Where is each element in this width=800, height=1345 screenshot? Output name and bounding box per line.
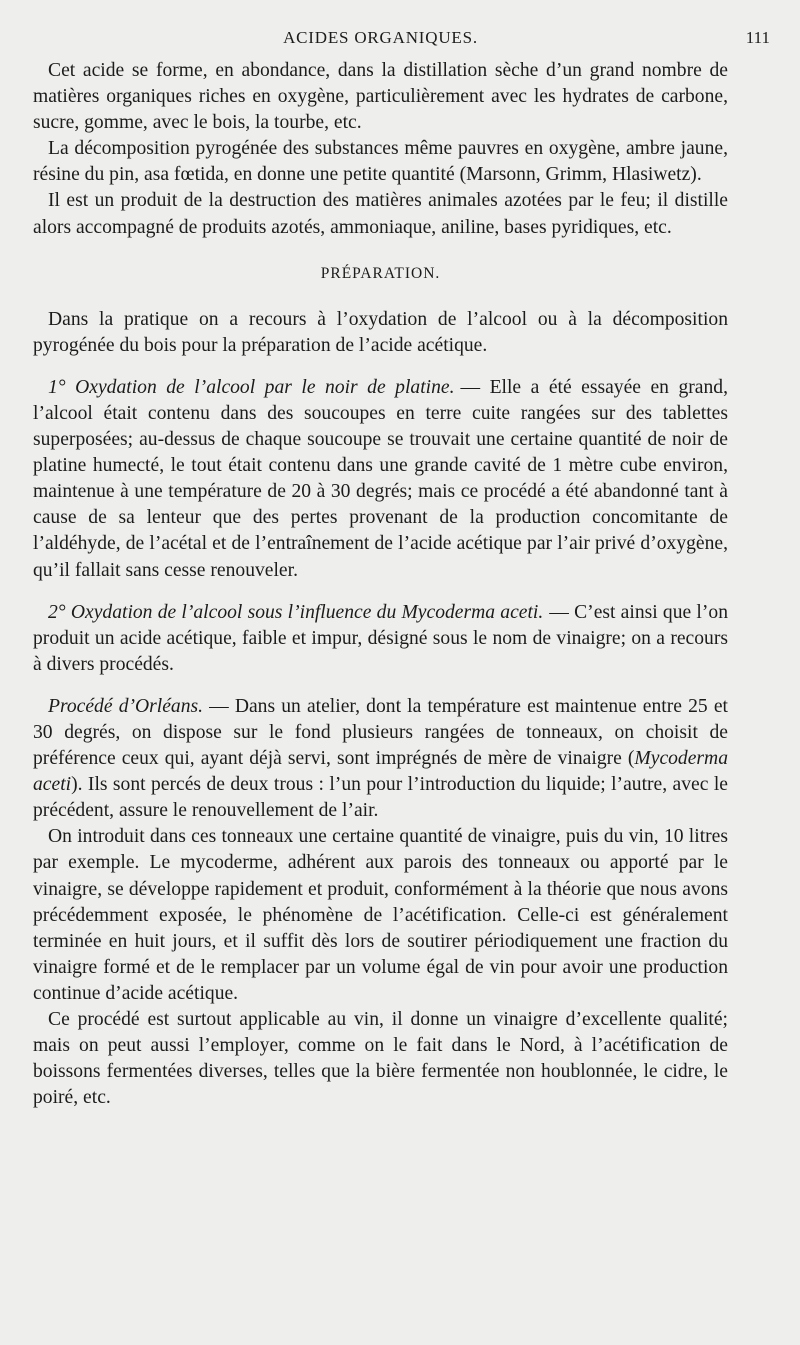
paragraph-1: Cet acide se forme, en abondance, dans la distillation sèche d’un grand nombre de matières organiques riches en oxygène, particulièrement avec les hydrates de carbone, sucre, gomme, avec le bois, la tourbe, etc. bbox=[33, 60, 728, 134]
paragraph-7-body-a: Dans un atelier, dont la température est maintenue entre 25 et 30 degrés, on dispose sur le fond plusieurs rangées de tonneaux, on choisit de préférence ceux qui, ayant déjà servi, sont imprégnés de mère de vinaigre ( bbox=[33, 695, 728, 770]
paragraph-7-italic: Mycoderma aceti bbox=[33, 748, 728, 796]
paragraph-7-title: Procédé d’Orléans. bbox=[48, 695, 204, 717]
paragraph-3: Il est un produit de la destruction des matières animales azotées par le feu; il distille alors accompagné de produits azotés, ammoniaque, aniline, bases pyridiques, etc. bbox=[33, 190, 728, 238]
page-number: 111 bbox=[745, 28, 770, 47]
paragraph-5-title: 1° Oxydation de l’alcool par le noir de platine. bbox=[48, 376, 455, 398]
page-header bbox=[33, 28, 770, 58]
paragraph-6 bbox=[33, 600, 728, 678]
paragraph-5-body: Elle a été essayée en grand, l’alcool était contenu dans des soucoupes en terre cuite rangées sur des tablettes superposées; au-dessus de chaque soucoupe se trouvait une certaine quantité de noir de platine humecté, le tout était contenu dans une grande cavité de 1 mètre cube environ, maintenue à une température de 20 à 30 degrés; mais ce procédé a été abandonné tant à cause de sa lenteur que des pertes provenant de la production concomitante de l’aldéhyde, de l’acétal et de l’entraînement de l’acide acétique par l’air privé d’oxygène, qu’il fallait sans cesse renouveler. bbox=[33, 376, 728, 581]
paragraph-8: On introduit dans ces tonneaux une certaine quantité de vinaigre, puis du vin, 10 litres par exemple. Le mycoderme, adhérent aux parois des tonneaux ou apporté par le vinaigre, se développe rapidement et produit, conformément à la théorie que nous avons précédemment exposée, le phénomène de l’acétification. Celle-ci est généralement terminée en huit jours, et il suffit dès lors de soutirer périodiquement une fraction du vinaigre formé et de le remplacer par un volume égal de vin pour avoir une production continue d’acide acétique. bbox=[33, 826, 728, 1004]
paragraph-5-dash: — bbox=[460, 376, 481, 398]
paragraph-5 bbox=[33, 375, 728, 584]
paragraph-6-title: 2° Oxydation de l’alcool sous l’influence du Mycoderma aceti. bbox=[48, 601, 544, 623]
paragraph-7 bbox=[33, 694, 728, 824]
paragraph-7-body-b: ). Ils sont percés de deux trous : l’un pour l’introduction du liquide; l’autre, avec le précédent, assure le renouvellement de l’air. bbox=[33, 774, 728, 822]
paragraph-4: Dans la pratique on a recours à l’oxydation de l’alcool ou à la décomposition pyrogénée du bois pour la préparation de l’acide acétique. bbox=[33, 308, 728, 356]
paragraph-6-body: C’est ainsi que l’on produit un acide acétique, faible et impur, désigné sous le nom de vinaigre; on a recours à divers procédés. bbox=[33, 601, 728, 675]
paragraph-7-dash: — bbox=[209, 695, 229, 717]
paragraph-2: La décomposition pyrogénée des substances même pauvres en oxygène, ambre jaune, résine du pin, asa fœtida, en donne une petite quantité (Marsonn, Grimm, Hlasiwetz). bbox=[33, 138, 728, 186]
paragraph-9: Ce procédé est surtout applicable au vin, il donne un vinaigre d’excellente qualité; mais on peut aussi l’employer, comme on le fait dans le Nord, à l’acétification de boissons fermentées diverses, telles que la bière fermentée non houblonnée, le cidre, le poiré, etc. bbox=[33, 1009, 728, 1109]
section-heading: PRÉPARATION. bbox=[320, 264, 441, 282]
paragraph-6-dash: — bbox=[549, 601, 569, 623]
running-title: ACIDES ORGANIQUES. bbox=[283, 28, 478, 47]
